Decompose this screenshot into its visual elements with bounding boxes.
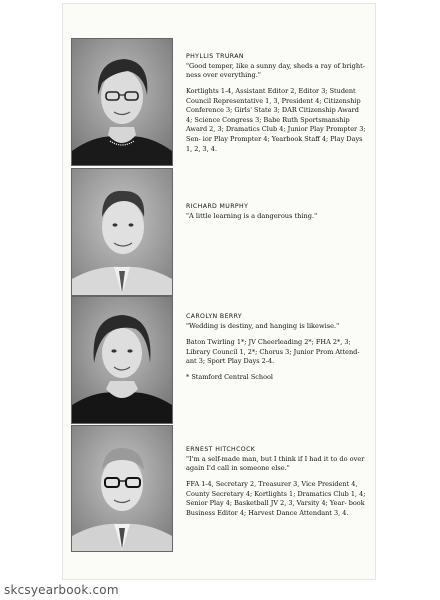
portrait-photo-richard-murphy	[71, 168, 173, 296]
portrait-photo-carolyn-berry	[71, 296, 173, 424]
student-name: PHYLLIS TRURAN	[186, 53, 244, 60]
student-entry-carolyn-berry	[186, 313, 366, 382]
student-activities: Baton Twirling 1*; JV Cheerleading 2*; FHA 2*, 3; Library Council 1, 2*; Chorus 3; Junior Prom Attend- ant 3; Sport Play Days 2-4.	[186, 338, 360, 366]
student-quote: "Good temper, like a sunny day, sheds a ray of bright- ness over everything."	[186, 62, 365, 79]
portrait-photo-phyllis-truran	[71, 38, 173, 166]
student-entry-ernest-hitchcock	[186, 446, 366, 518]
student-name: CAROLYN BERRY	[186, 313, 243, 320]
student-entry-phyllis-truran	[186, 53, 366, 154]
student-footnote: * Stamford Central School	[186, 372, 274, 381]
student-quote: "A little learning is a dangerous thing."	[186, 212, 318, 220]
student-quote: "Wedding is destiny, and hanging is likewise."	[186, 322, 340, 330]
student-name: RICHARD MURPHY	[186, 203, 249, 210]
site-watermark: skcsyearbook.com	[4, 583, 119, 597]
student-activities: FFA 1-4, Secretary 2, Treasurer 3, Vice President 4, County Secretary 4; Kortlights 1; Dramatics Club 1, 4; Senior Play 4; Basketball JV 2, 3, Varsity 4; Year- book Business Editor 4; Harvest Dance Attendant 3, 4.	[186, 480, 366, 517]
student-name: ERNEST HITCHCOCK	[186, 446, 256, 453]
student-entry-richard-murphy	[186, 203, 366, 228]
student-activities: Kortlights 1-4, Assistant Editor 2, Editor 3; Student Council Representative 1, 3, President 4; Citizenship Conference 3; Girls' State 3; DAR Citizenship Award 4; Science Congress 3; Babe Ruth Sportsmanship Award 2, 3; Dramatics Club 4; Junior Play Prompter 3; Sen- ior Play Prompter 4; Yearbook Staff 4; Play Days 1, 2, 3, 4.	[186, 87, 366, 153]
student-quote: "I'm a self-made man, but I think if I had it to do over again I'd call in someone else."	[186, 455, 365, 472]
portrait-photo-ernest-hitchcock	[71, 425, 173, 552]
